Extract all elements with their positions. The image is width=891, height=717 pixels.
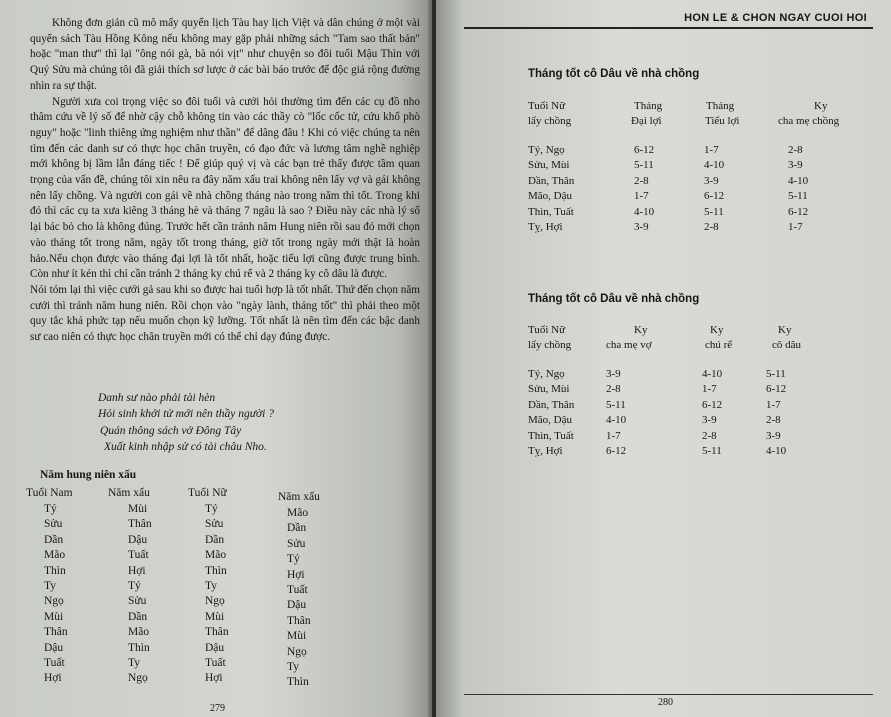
paragraph-3: Nói tóm lại thì việc cưới gả sau khi so được hai tuổi hợp là tốt nhất. Thứ đến chọn năm cưới thì tránh năm hung niên. Rồi chọn vào "ngày lành, tháng tốt" thì phải theo một quy tắc khá phức tạp nếu muốn chọn kỹ lưỡng. Tốt nhất là nên tìm đến các bậc danh sư cao niên có thực học chân truyền mới có thể chỉ dạy đúng được. bbox=[30, 283, 420, 344]
hung-nien-cell: Ngọ bbox=[128, 672, 148, 685]
table1-title: Tháng tốt cô Dâu về nhà chồng bbox=[528, 68, 700, 80]
table-cell: 4-10 bbox=[766, 445, 787, 457]
hung-nien-cell: Dậu bbox=[44, 641, 64, 654]
table-cell: 1-7 bbox=[606, 429, 621, 442]
table-cell: 6-12 bbox=[704, 190, 725, 203]
hung-nien-cell: Ty bbox=[44, 580, 56, 593]
poem-line-3: Quán thông sách vở Đông Tây bbox=[100, 424, 242, 437]
table-cell: Mão, Dậu bbox=[528, 190, 572, 203]
hung-nien-cell: Thân bbox=[205, 626, 229, 639]
hung-nien-cell: Thìn bbox=[287, 676, 309, 689]
table-cell: 2-8 bbox=[704, 221, 719, 233]
table-cell: 2-8 bbox=[788, 144, 803, 156]
hung-nien-cell: Mùi bbox=[128, 503, 148, 515]
table-cell: 4-10 bbox=[788, 174, 809, 187]
table-header-cell: Ky bbox=[778, 324, 792, 336]
hung-nien-cell: Thân bbox=[287, 614, 311, 627]
table-cell: Tỵ, Hợi bbox=[528, 221, 563, 233]
hung-nien-cell: Dần bbox=[287, 522, 307, 535]
hung-nien-cell: Sửu bbox=[287, 537, 306, 550]
hung-nien-cell: Tuất bbox=[128, 549, 149, 562]
footer-rule bbox=[464, 694, 873, 695]
table-cell: 6-12 bbox=[702, 398, 723, 411]
table-cell: 6-12 bbox=[606, 445, 627, 457]
poem bbox=[98, 390, 274, 455]
table-cell: 5-11 bbox=[634, 159, 654, 172]
header-nam-xau-nu: Năm xấu bbox=[278, 491, 320, 503]
table-cell: 2-8 bbox=[634, 174, 649, 187]
table-header-cell: chú rể bbox=[705, 339, 733, 351]
running-header bbox=[464, 5, 873, 29]
hung-nien-cell: Dậu bbox=[128, 533, 148, 546]
hung-nien-cell: Mùi bbox=[205, 610, 225, 623]
table-cell: 4-10 bbox=[634, 205, 655, 218]
hung-nien-cell: Hợi bbox=[287, 568, 305, 581]
table-header-cell: Ky bbox=[710, 324, 724, 336]
hung-nien-cell: Thìn bbox=[205, 564, 227, 577]
table-cell: 5-11 bbox=[702, 445, 722, 457]
table-cell: Tý, Ngọ bbox=[528, 144, 565, 156]
table-cell: 6-12 bbox=[788, 205, 809, 218]
hung-nien-cell: Mùi bbox=[287, 630, 307, 643]
table-cell: 2-8 bbox=[702, 429, 717, 442]
table2-title: Tháng tốt cô Dâu về nhà chồng bbox=[528, 293, 700, 305]
paragraph-1: Không đơn giản cũ mô mấy quyển lịch Tàu hay lịch Việt và dân chúng ở một vài quyển sách Tàu Hồng Kông nếu không may gặp phải những sách "Tam sao thất bản" hoặc "man thư" thì lại "ông nói gà, bà nói vịt" như chuyện so đôi tuổi Mậu Thìn với Quý Sửu mà chúng tôi đã giải thích sơ lược ở các bài báo trước để độc giả rộng đường nhìn ra sự thật. bbox=[30, 17, 420, 92]
hung-nien-cell: Dần bbox=[128, 610, 148, 623]
table-cell: 5-11 bbox=[704, 205, 724, 218]
left-page-number: 279 bbox=[210, 703, 225, 714]
hung-nien-cell: Thìn bbox=[44, 564, 66, 577]
table-header-cell: lấy chồng bbox=[528, 339, 572, 351]
hung-nien-cell: Ngọ bbox=[44, 595, 64, 608]
table-header-cell: Ky bbox=[634, 324, 648, 336]
hung-nien-cell: Tuất bbox=[287, 584, 308, 597]
table-cell: 3-9 bbox=[634, 221, 649, 233]
table-header-cell: Tháng bbox=[634, 100, 663, 112]
table-cell: Thìn, Tuất bbox=[528, 205, 574, 218]
table-header-cell: cha mẹ vợ bbox=[606, 339, 652, 351]
table-cell: 6-12 bbox=[766, 383, 787, 396]
table-cell: 6-12 bbox=[634, 144, 655, 156]
table-cell: 3-9 bbox=[606, 368, 621, 380]
hung-nien-cell: Hợi bbox=[205, 672, 223, 685]
table-cell: 4-10 bbox=[704, 159, 725, 172]
table-header-cell: Tuổi Nữ bbox=[528, 100, 566, 112]
hung-nien-cell: Dần bbox=[44, 533, 64, 546]
poem-line-1: Danh sư nào phải tài hèn bbox=[98, 392, 216, 404]
table-header-cell: cô dâu bbox=[772, 339, 802, 351]
table-cell: 1-7 bbox=[788, 221, 803, 233]
right-page-number: 280 bbox=[658, 697, 673, 708]
running-header-title: HON LE & CHON NGAY CUOI HOI bbox=[684, 12, 867, 24]
header-nam-xau-nam: Năm xấu bbox=[108, 487, 150, 499]
hung-nien-cell: Tý bbox=[287, 553, 300, 566]
hung-nien-cell: Tý bbox=[44, 503, 57, 515]
header-tuoi-nu: Tuổi Nữ bbox=[188, 487, 227, 499]
table-cell: Sửu, Mùi bbox=[528, 159, 570, 172]
hung-nien-cell: Mão bbox=[287, 507, 309, 519]
table-cell: 1-7 bbox=[702, 383, 717, 396]
hung-nien-cell: Ty bbox=[205, 580, 217, 593]
table-header-cell: Tháng bbox=[706, 100, 735, 112]
table-cell: 1-7 bbox=[766, 398, 781, 411]
table-cell: 4-10 bbox=[606, 414, 627, 427]
hung-nien-cell: Sửu bbox=[128, 595, 147, 608]
paragraph-2: Người xưa coi trọng việc so đôi tuổi và cưới hỏi thường tìm đến các cụ đồ nho thâm cứu về lý số để nhờ cậy chỗ không tin vào các thầy cò "lốc cốc tử, cứu khổ phò nguy" hoặc "linh thiêng ứng nghiệm như thần" để dâng đâu ! Khi có việc chúng ta nên tìm đến các danh sư có thực học chân truyền, có đạo đức và lương tâm nghề nghiệp mới không bị lầm lẫn đáng tiếc ! Để giúp quý vị và các bạn trẻ thấy được tầm quan trọng của vấn đề, chúng tôi xin nêu ra đây năm xấu trai không nên lấy vợ và gái không nên lấy chồng. Và người con gái về nhà chồng tháng nào trong năm thì tốt. Trong khi đó thì các cụ ta xưa kiêng 3 tháng hè và tháng 7 ngâu là sao ? Điều này các nhà lý số lại bác bỏ cho là không đúng. Trước hết cần tránh năm Hung niên rồi sau đó mới chọn vào tháng tốt trong năm, ngày tốt trong tháng, giờ tốt trong ngày mới thật là hoàn hảo.Nếu chọn được vào tháng đại lợi là tốt nhất, hoặc tiểu lợi cũng được trung bình. Còn như ít kén thì chỉ cần tránh 2 tháng ky chú rể và 2 tháng ky cô dâu là được. bbox=[30, 95, 420, 281]
table-header-cell: Tuổi Nữ bbox=[528, 324, 566, 336]
table-cell: 1-7 bbox=[634, 190, 649, 203]
table-cell: 5-11 bbox=[766, 368, 786, 380]
table-cell: Tỵ, Hợi bbox=[528, 445, 563, 457]
left-body-text bbox=[30, 16, 420, 346]
table-cell: 1-7 bbox=[704, 144, 719, 156]
hung-nien-title: Năm hung niên xấu bbox=[40, 469, 137, 481]
left-page bbox=[0, 0, 432, 717]
hung-nien-cell: Tuất bbox=[205, 657, 226, 670]
right-page bbox=[436, 0, 891, 717]
hung-nien-cell: Hợi bbox=[128, 564, 146, 577]
hung-nien-cell: Ty bbox=[287, 661, 299, 674]
table-cell: Dần, Thân bbox=[528, 174, 575, 187]
hung-nien-cell: Sửu bbox=[205, 518, 224, 531]
table-cell: Thìn, Tuất bbox=[528, 429, 574, 442]
table-cell: Tý, Ngọ bbox=[528, 368, 565, 380]
hung-nien-cell: Mão bbox=[44, 549, 66, 562]
table-header-cell: Đại lợi bbox=[631, 115, 662, 127]
poem-line-2: Hỏi sinh khởi tử mới nên thầy người ? bbox=[98, 408, 274, 421]
hung-nien-cell: Ty bbox=[128, 657, 140, 670]
hung-nien-cell: Mùi bbox=[44, 610, 64, 623]
table-header-cell: cha mẹ chồng bbox=[778, 115, 840, 127]
hung-nien-cell: Dậu bbox=[205, 641, 225, 654]
table-header-cell: Ky bbox=[814, 100, 828, 112]
hung-nien-cell: Dậu bbox=[287, 599, 307, 612]
col-nam-xau-nu bbox=[287, 506, 311, 691]
hung-nien-cell: Tý bbox=[205, 503, 218, 515]
table-cell: 3-9 bbox=[702, 414, 717, 427]
table-cell: 5-11 bbox=[606, 398, 626, 411]
col-tuoi-nam bbox=[44, 502, 68, 687]
hung-nien-cell: Thìn bbox=[128, 641, 150, 654]
table-cell: 3-9 bbox=[788, 159, 803, 172]
hung-nien-cell: Mão bbox=[128, 626, 150, 639]
hung-nien-cell: Tý bbox=[128, 580, 141, 593]
table-cell: Sửu, Mùi bbox=[528, 383, 570, 396]
header-tuoi-nam: Tuổi Nam bbox=[26, 487, 73, 499]
table-cell: Mão, Dậu bbox=[528, 414, 572, 427]
hung-nien-cell: Ngọ bbox=[287, 645, 307, 658]
col-nam-xau-nam bbox=[128, 502, 152, 687]
table-cell: 4-10 bbox=[702, 368, 723, 380]
table-cell: 3-9 bbox=[704, 174, 719, 187]
hung-nien-cell: Thân bbox=[44, 626, 68, 639]
hung-nien-cell: Dần bbox=[205, 533, 225, 546]
hung-nien-cell: Sửu bbox=[44, 518, 63, 531]
table-cell: 5-11 bbox=[788, 190, 808, 203]
hung-nien-cell: Thân bbox=[128, 518, 152, 531]
table-header-cell: Tiểu lợi bbox=[705, 115, 740, 127]
hung-nien-cell: Hợi bbox=[44, 672, 62, 685]
table-cell: 3-9 bbox=[766, 429, 781, 442]
col-tuoi-nu bbox=[205, 502, 229, 687]
poem-line-4: Xuất kinh nhập sử có tài châu Nho. bbox=[104, 440, 267, 453]
hung-nien-cell: Mão bbox=[205, 549, 227, 562]
table-cell: Dần, Thân bbox=[528, 398, 575, 411]
table-cell: 2-8 bbox=[606, 383, 621, 396]
hung-nien-cell: Tuất bbox=[44, 657, 65, 670]
table-header-cell: lấy chồng bbox=[528, 115, 572, 127]
table-cell: 2-8 bbox=[766, 414, 781, 427]
hung-nien-cell: Ngọ bbox=[205, 595, 225, 608]
